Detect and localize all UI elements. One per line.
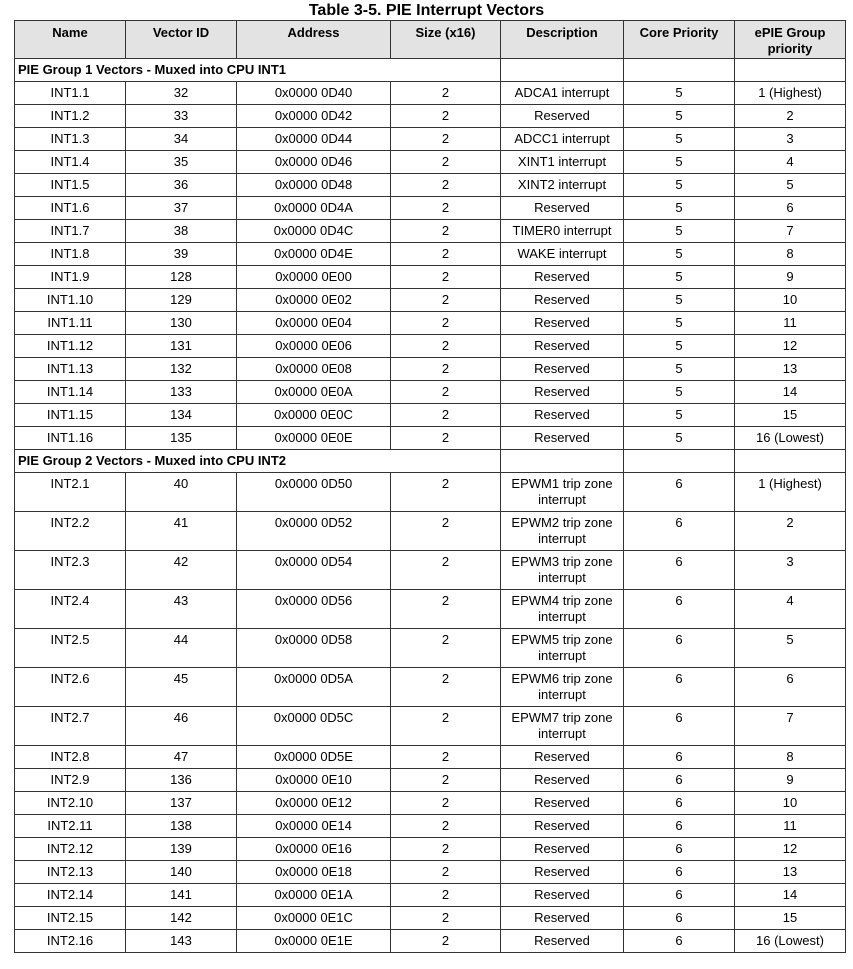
cell-description: Reserved xyxy=(501,266,624,289)
cell-address: 0x0000 0E10 xyxy=(237,769,391,792)
cell-size: 2 xyxy=(391,590,501,629)
table-row xyxy=(15,427,846,450)
cell-vector-id: 32 xyxy=(126,82,237,105)
cell-vector-id: 35 xyxy=(126,151,237,174)
cell-vector-id: 134 xyxy=(126,404,237,427)
cell-name: INT2.14 xyxy=(15,884,126,907)
cell-epie-group-priority: 1 (Highest) xyxy=(735,82,846,105)
cell-description: Reserved xyxy=(501,838,624,861)
cell-epie-group-priority: 3 xyxy=(735,551,846,590)
cell-vector-id: 34 xyxy=(126,128,237,151)
cell-address: 0x0000 0D50 xyxy=(237,473,391,512)
empty-cell xyxy=(624,59,735,82)
cell-size: 2 xyxy=(391,746,501,769)
table-body xyxy=(15,59,846,953)
cell-epie-group-priority: 10 xyxy=(735,289,846,312)
cell-vector-id: 137 xyxy=(126,792,237,815)
cell-vector-id: 36 xyxy=(126,174,237,197)
table-row xyxy=(15,815,846,838)
table-row xyxy=(15,289,846,312)
table-row xyxy=(15,335,846,358)
cell-core-priority: 6 xyxy=(624,861,735,884)
cell-description: Reserved xyxy=(501,907,624,930)
cell-name: INT1.1 xyxy=(15,82,126,105)
cell-size: 2 xyxy=(391,266,501,289)
cell-description: Reserved xyxy=(501,884,624,907)
cell-core-priority: 5 xyxy=(624,151,735,174)
cell-name: INT2.2 xyxy=(15,512,126,551)
cell-description: Reserved xyxy=(501,746,624,769)
cell-address: 0x0000 0E12 xyxy=(237,792,391,815)
cell-name: INT1.15 xyxy=(15,404,126,427)
cell-address: 0x0000 0D4E xyxy=(237,243,391,266)
cell-core-priority: 6 xyxy=(624,668,735,707)
cell-address: 0x0000 0D5E xyxy=(237,746,391,769)
cell-address: 0x0000 0D5A xyxy=(237,668,391,707)
cell-address: 0x0000 0D40 xyxy=(237,82,391,105)
cell-address: 0x0000 0E18 xyxy=(237,861,391,884)
table-row xyxy=(15,266,846,289)
cell-name: INT1.7 xyxy=(15,220,126,243)
table-row xyxy=(15,358,846,381)
cell-size: 2 xyxy=(391,629,501,668)
cell-description: EPWM3 trip zone interrupt xyxy=(501,551,624,590)
cell-core-priority: 6 xyxy=(624,930,735,953)
column-header-core-priority: Core Priority xyxy=(624,21,735,59)
cell-core-priority: 6 xyxy=(624,907,735,930)
table-row xyxy=(15,668,846,707)
table-row xyxy=(15,707,846,746)
cell-epie-group-priority: 9 xyxy=(735,769,846,792)
cell-size: 2 xyxy=(391,668,501,707)
cell-name: INT1.2 xyxy=(15,105,126,128)
column-header-epie-group-priority: ePIE Group priority xyxy=(735,21,846,59)
table-row xyxy=(15,769,846,792)
cell-address: 0x0000 0E04 xyxy=(237,312,391,335)
header-row xyxy=(15,21,846,59)
table-row xyxy=(15,792,846,815)
cell-vector-id: 128 xyxy=(126,266,237,289)
cell-address: 0x0000 0D44 xyxy=(237,128,391,151)
table-row xyxy=(15,82,846,105)
cell-description: Reserved xyxy=(501,197,624,220)
cell-epie-group-priority: 8 xyxy=(735,746,846,769)
cell-core-priority: 6 xyxy=(624,838,735,861)
cell-vector-id: 42 xyxy=(126,551,237,590)
cell-epie-group-priority: 14 xyxy=(735,381,846,404)
cell-name: INT2.6 xyxy=(15,668,126,707)
cell-size: 2 xyxy=(391,815,501,838)
cell-address: 0x0000 0E0C xyxy=(237,404,391,427)
group-label: PIE Group 2 Vectors - Muxed into CPU INT2 xyxy=(15,450,501,473)
cell-name: INT2.13 xyxy=(15,861,126,884)
table-row xyxy=(15,590,846,629)
table-row xyxy=(15,128,846,151)
cell-description: EPWM4 trip zone interrupt xyxy=(501,590,624,629)
table-row xyxy=(15,907,846,930)
cell-name: INT1.14 xyxy=(15,381,126,404)
cell-size: 2 xyxy=(391,289,501,312)
cell-name: INT1.9 xyxy=(15,266,126,289)
cell-description: Reserved xyxy=(501,312,624,335)
cell-name: INT2.16 xyxy=(15,930,126,953)
cell-size: 2 xyxy=(391,907,501,930)
cell-epie-group-priority: 15 xyxy=(735,404,846,427)
cell-epie-group-priority: 2 xyxy=(735,512,846,551)
cell-name: INT2.11 xyxy=(15,815,126,838)
cell-size: 2 xyxy=(391,243,501,266)
cell-vector-id: 47 xyxy=(126,746,237,769)
table-row xyxy=(15,473,846,512)
cell-vector-id: 37 xyxy=(126,197,237,220)
cell-address: 0x0000 0E14 xyxy=(237,815,391,838)
cell-description: WAKE interrupt xyxy=(501,243,624,266)
table-row xyxy=(15,930,846,953)
cell-size: 2 xyxy=(391,381,501,404)
cell-vector-id: 45 xyxy=(126,668,237,707)
cell-name: INT2.7 xyxy=(15,707,126,746)
table-row xyxy=(15,861,846,884)
cell-size: 2 xyxy=(391,82,501,105)
cell-core-priority: 5 xyxy=(624,82,735,105)
cell-address: 0x0000 0E1E xyxy=(237,930,391,953)
page-cut-edge xyxy=(0,963,853,969)
cell-vector-id: 141 xyxy=(126,884,237,907)
cell-address: 0x0000 0E1C xyxy=(237,907,391,930)
cell-vector-id: 143 xyxy=(126,930,237,953)
empty-cell xyxy=(501,450,624,473)
table-row xyxy=(15,404,846,427)
cell-epie-group-priority: 6 xyxy=(735,197,846,220)
cell-core-priority: 6 xyxy=(624,792,735,815)
table-row xyxy=(15,512,846,551)
cell-name: INT1.13 xyxy=(15,358,126,381)
cell-address: 0x0000 0E1A xyxy=(237,884,391,907)
cell-core-priority: 5 xyxy=(624,105,735,128)
column-header-name: Name xyxy=(15,21,126,59)
cell-description: EPWM7 trip zone interrupt xyxy=(501,707,624,746)
pie-interrupt-vectors-table xyxy=(14,20,846,953)
cell-size: 2 xyxy=(391,551,501,590)
table-row xyxy=(15,151,846,174)
cell-core-priority: 6 xyxy=(624,512,735,551)
cell-address: 0x0000 0E08 xyxy=(237,358,391,381)
cell-address: 0x0000 0D56 xyxy=(237,590,391,629)
cell-core-priority: 6 xyxy=(624,551,735,590)
cell-description: ADCC1 interrupt xyxy=(501,128,624,151)
group-header-row xyxy=(15,59,846,82)
cell-name: INT2.1 xyxy=(15,473,126,512)
cell-description: ADCA1 interrupt xyxy=(501,82,624,105)
cell-size: 2 xyxy=(391,404,501,427)
cell-size: 2 xyxy=(391,312,501,335)
cell-core-priority: 5 xyxy=(624,427,735,450)
table-row xyxy=(15,838,846,861)
cell-vector-id: 43 xyxy=(126,590,237,629)
cell-epie-group-priority: 7 xyxy=(735,707,846,746)
cell-epie-group-priority: 3 xyxy=(735,128,846,151)
cell-address: 0x0000 0E02 xyxy=(237,289,391,312)
cell-address: 0x0000 0D54 xyxy=(237,551,391,590)
table-row xyxy=(15,551,846,590)
cell-address: 0x0000 0E06 xyxy=(237,335,391,358)
cell-description: Reserved xyxy=(501,105,624,128)
cell-size: 2 xyxy=(391,105,501,128)
cell-epie-group-priority: 4 xyxy=(735,590,846,629)
cell-epie-group-priority: 10 xyxy=(735,792,846,815)
cell-name: INT2.8 xyxy=(15,746,126,769)
table-row xyxy=(15,174,846,197)
cell-description: Reserved xyxy=(501,792,624,815)
cell-size: 2 xyxy=(391,220,501,243)
cell-address: 0x0000 0D4A xyxy=(237,197,391,220)
group-header-row xyxy=(15,450,846,473)
cell-vector-id: 142 xyxy=(126,907,237,930)
cell-core-priority: 5 xyxy=(624,335,735,358)
cell-core-priority: 6 xyxy=(624,707,735,746)
cell-epie-group-priority: 2 xyxy=(735,105,846,128)
cell-address: 0x0000 0D58 xyxy=(237,629,391,668)
cell-name: INT1.4 xyxy=(15,151,126,174)
table-row xyxy=(15,629,846,668)
cell-vector-id: 130 xyxy=(126,312,237,335)
cell-epie-group-priority: 4 xyxy=(735,151,846,174)
cell-description: Reserved xyxy=(501,861,624,884)
cell-vector-id: 132 xyxy=(126,358,237,381)
cell-core-priority: 5 xyxy=(624,220,735,243)
cell-address: 0x0000 0E00 xyxy=(237,266,391,289)
column-header-vector-id: Vector ID xyxy=(126,21,237,59)
cell-core-priority: 6 xyxy=(624,629,735,668)
cell-vector-id: 135 xyxy=(126,427,237,450)
cell-epie-group-priority: 12 xyxy=(735,838,846,861)
table-row xyxy=(15,312,846,335)
cell-core-priority: 6 xyxy=(624,746,735,769)
cell-vector-id: 40 xyxy=(126,473,237,512)
cell-name: INT1.5 xyxy=(15,174,126,197)
cell-vector-id: 33 xyxy=(126,105,237,128)
cell-description: Reserved xyxy=(501,769,624,792)
cell-size: 2 xyxy=(391,512,501,551)
cell-size: 2 xyxy=(391,174,501,197)
cell-size: 2 xyxy=(391,792,501,815)
cell-address: 0x0000 0E0E xyxy=(237,427,391,450)
cell-name: INT2.12 xyxy=(15,838,126,861)
cell-description: EPWM5 trip zone interrupt xyxy=(501,629,624,668)
cell-core-priority: 5 xyxy=(624,128,735,151)
table-row xyxy=(15,197,846,220)
cell-size: 2 xyxy=(391,769,501,792)
cell-size: 2 xyxy=(391,884,501,907)
cell-size: 2 xyxy=(391,861,501,884)
cell-epie-group-priority: 16 (Lowest) xyxy=(735,930,846,953)
cell-core-priority: 5 xyxy=(624,312,735,335)
cell-vector-id: 133 xyxy=(126,381,237,404)
cell-name: INT1.3 xyxy=(15,128,126,151)
cell-epie-group-priority: 1 (Highest) xyxy=(735,473,846,512)
cell-address: 0x0000 0E0A xyxy=(237,381,391,404)
cell-address: 0x0000 0D52 xyxy=(237,512,391,551)
cell-epie-group-priority: 13 xyxy=(735,861,846,884)
cell-vector-id: 41 xyxy=(126,512,237,551)
column-header-size: Size (x16) xyxy=(391,21,501,59)
cell-name: INT2.15 xyxy=(15,907,126,930)
cell-name: INT2.3 xyxy=(15,551,126,590)
cell-name: INT2.4 xyxy=(15,590,126,629)
column-header-description: Description xyxy=(501,21,624,59)
cell-core-priority: 5 xyxy=(624,266,735,289)
cell-vector-id: 39 xyxy=(126,243,237,266)
cell-size: 2 xyxy=(391,151,501,174)
cell-size: 2 xyxy=(391,473,501,512)
column-header-address: Address xyxy=(237,21,391,59)
cell-size: 2 xyxy=(391,197,501,220)
cell-core-priority: 5 xyxy=(624,404,735,427)
cell-name: INT1.10 xyxy=(15,289,126,312)
table-row xyxy=(15,105,846,128)
cell-description: XINT1 interrupt xyxy=(501,151,624,174)
cell-size: 2 xyxy=(391,427,501,450)
cell-epie-group-priority: 5 xyxy=(735,174,846,197)
cell-description: Reserved xyxy=(501,335,624,358)
cell-vector-id: 138 xyxy=(126,815,237,838)
cell-name: INT1.12 xyxy=(15,335,126,358)
cell-description: TIMER0 interrupt xyxy=(501,220,624,243)
cell-description: Reserved xyxy=(501,381,624,404)
empty-cell xyxy=(735,450,846,473)
cell-vector-id: 44 xyxy=(126,629,237,668)
cell-core-priority: 5 xyxy=(624,358,735,381)
cell-size: 2 xyxy=(391,358,501,381)
cell-epie-group-priority: 11 xyxy=(735,312,846,335)
cell-name: INT1.8 xyxy=(15,243,126,266)
empty-cell xyxy=(624,450,735,473)
cell-core-priority: 5 xyxy=(624,289,735,312)
cell-epie-group-priority: 16 (Lowest) xyxy=(735,427,846,450)
table-row xyxy=(15,243,846,266)
group-label: PIE Group 1 Vectors - Muxed into CPU INT1 xyxy=(15,59,501,82)
cell-description: EPWM2 trip zone interrupt xyxy=(501,512,624,551)
cell-vector-id: 140 xyxy=(126,861,237,884)
cell-size: 2 xyxy=(391,128,501,151)
cell-epie-group-priority: 5 xyxy=(735,629,846,668)
cell-core-priority: 6 xyxy=(624,884,735,907)
cell-description: EPWM1 trip zone interrupt xyxy=(501,473,624,512)
table-row xyxy=(15,220,846,243)
table-row xyxy=(15,884,846,907)
cell-name: INT1.11 xyxy=(15,312,126,335)
cell-address: 0x0000 0E16 xyxy=(237,838,391,861)
cell-description: Reserved xyxy=(501,930,624,953)
cell-address: 0x0000 0D5C xyxy=(237,707,391,746)
cell-name: INT1.6 xyxy=(15,197,126,220)
cell-description: Reserved xyxy=(501,815,624,838)
cell-core-priority: 6 xyxy=(624,590,735,629)
cell-description: Reserved xyxy=(501,427,624,450)
cell-description: Reserved xyxy=(501,289,624,312)
cell-vector-id: 139 xyxy=(126,838,237,861)
cell-epie-group-priority: 15 xyxy=(735,907,846,930)
cell-core-priority: 5 xyxy=(624,243,735,266)
cell-description: Reserved xyxy=(501,358,624,381)
cell-address: 0x0000 0D46 xyxy=(237,151,391,174)
table-row xyxy=(15,746,846,769)
cell-core-priority: 6 xyxy=(624,473,735,512)
cell-vector-id: 129 xyxy=(126,289,237,312)
cell-address: 0x0000 0D42 xyxy=(237,105,391,128)
cell-core-priority: 5 xyxy=(624,174,735,197)
cell-name: INT2.9 xyxy=(15,769,126,792)
cell-size: 2 xyxy=(391,930,501,953)
cell-size: 2 xyxy=(391,335,501,358)
cell-name: INT2.5 xyxy=(15,629,126,668)
cell-description: Reserved xyxy=(501,404,624,427)
cell-address: 0x0000 0D48 xyxy=(237,174,391,197)
cell-address: 0x0000 0D4C xyxy=(237,220,391,243)
cell-vector-id: 38 xyxy=(126,220,237,243)
cell-size: 2 xyxy=(391,707,501,746)
cell-core-priority: 6 xyxy=(624,769,735,792)
empty-cell xyxy=(501,59,624,82)
cell-epie-group-priority: 8 xyxy=(735,243,846,266)
cell-vector-id: 136 xyxy=(126,769,237,792)
cell-core-priority: 5 xyxy=(624,381,735,404)
cell-epie-group-priority: 9 xyxy=(735,266,846,289)
cell-name: INT2.10 xyxy=(15,792,126,815)
cell-description: EPWM6 trip zone interrupt xyxy=(501,668,624,707)
cell-name: INT1.16 xyxy=(15,427,126,450)
cell-description: XINT2 interrupt xyxy=(501,174,624,197)
table-row xyxy=(15,381,846,404)
empty-cell xyxy=(735,59,846,82)
cell-core-priority: 6 xyxy=(624,815,735,838)
cell-epie-group-priority: 12 xyxy=(735,335,846,358)
table-title: Table 3-5. PIE Interrupt Vectors xyxy=(308,2,545,19)
cell-size: 2 xyxy=(391,838,501,861)
cell-epie-group-priority: 14 xyxy=(735,884,846,907)
cell-epie-group-priority: 11 xyxy=(735,815,846,838)
cell-epie-group-priority: 7 xyxy=(735,220,846,243)
cell-epie-group-priority: 6 xyxy=(735,668,846,707)
cell-core-priority: 5 xyxy=(624,197,735,220)
cell-vector-id: 46 xyxy=(126,707,237,746)
cell-epie-group-priority: 13 xyxy=(735,358,846,381)
cell-vector-id: 131 xyxy=(126,335,237,358)
